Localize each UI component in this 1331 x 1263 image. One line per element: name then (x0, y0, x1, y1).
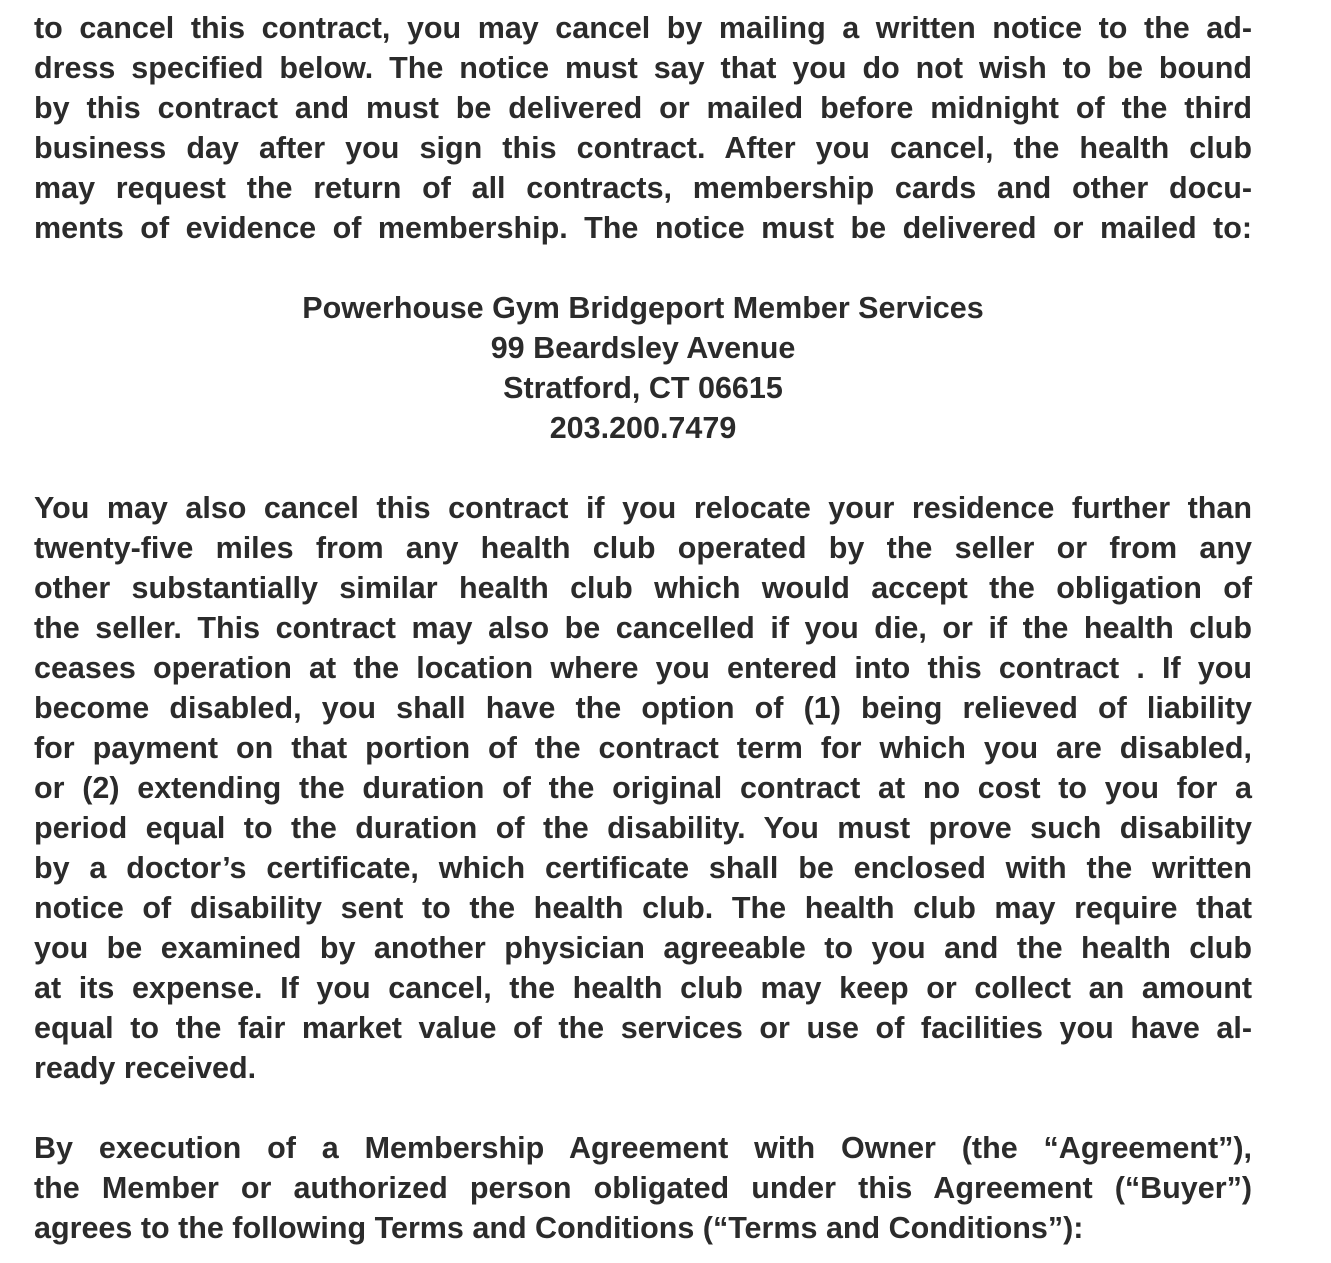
address-name: Powerhouse Gym Bridgeport Member Services (302, 291, 984, 325)
paragraph-line: ready received. (34, 1051, 257, 1085)
paragraph-line: ceases operation at the location where you entered into this contract . If you (34, 651, 1252, 685)
paragraph-line: you be examined by another physician agreeable to you and the health club (34, 931, 1252, 965)
paragraph-line: become disabled, you shall have the option of (1) being relieved of liability (34, 691, 1252, 725)
paragraph-line: other substantially similar health club which would accept the obligation of (34, 571, 1252, 605)
paragraph-line: dress specified below. The notice must say that you do not wish to be bound (34, 51, 1252, 85)
document-page (34, 8, 1252, 1248)
paragraph-line: or (2) extending the duration of the original contract at no cost to you for a (34, 771, 1252, 805)
paragraph-line: notice of disability sent to the health club. The health club may require that (34, 891, 1252, 925)
paragraph-line: agrees to the following Terms and Conditions (“Terms and Conditions”): (34, 1211, 1084, 1245)
paragraph-line: By execution of a Membership Agreement with Owner (the “Agreement”), (34, 1131, 1252, 1165)
mailing-address-block (34, 288, 1252, 448)
paragraph-spacer (34, 448, 1252, 488)
paragraph-line: ments of evidence of membership. The notice must be delivered or mailed to: (34, 211, 1252, 245)
terms-agreement-paragraph (34, 1128, 1252, 1248)
paragraph-line: at its expense. If you cancel, the health club may keep or collect an amount (34, 971, 1252, 1005)
paragraph-line: to cancel this contract, you may cancel by mailing a written notice to the ad- (34, 11, 1252, 45)
paragraph-spacer (34, 248, 1252, 288)
address-city-state-zip: Stratford, CT 06615 (503, 371, 783, 405)
address-phone: 203.200.7479 (549, 411, 737, 445)
paragraph-line: period equal to the duration of the disability. You must prove such disability (34, 811, 1252, 845)
paragraph-line: twenty-five miles from any health club operated by the seller or from any (34, 531, 1252, 565)
paragraph-line: the seller. This contract may also be cancelled if you die, or if the health club (34, 611, 1252, 645)
paragraph-line: You may also cancel this contract if you relocate your residence further than (34, 491, 1252, 525)
cancellation-notice-paragraph (34, 8, 1252, 248)
paragraph-spacer (34, 1088, 1252, 1128)
paragraph-line: by this contract and must be delivered or mailed before midnight of the third (34, 91, 1252, 125)
paragraph-line: by a doctor’s certificate, which certificate shall be enclosed with the written (34, 851, 1252, 885)
paragraph-line: may request the return of all contracts, membership cards and other docu- (34, 171, 1252, 205)
paragraph-line: for payment on that portion of the contract term for which you are disabled, (34, 731, 1252, 765)
paragraph-line: equal to the fair market value of the services or use of facilities you have al- (34, 1011, 1252, 1045)
address-street: 99 Beardsley Avenue (490, 331, 796, 365)
relocation-disability-paragraph (34, 488, 1252, 1088)
paragraph-line: business day after you sign this contract. After you cancel, the health club (34, 131, 1252, 165)
paragraph-line: the Member or authorized person obligated under this Agreement (“Buyer”) (34, 1171, 1252, 1205)
